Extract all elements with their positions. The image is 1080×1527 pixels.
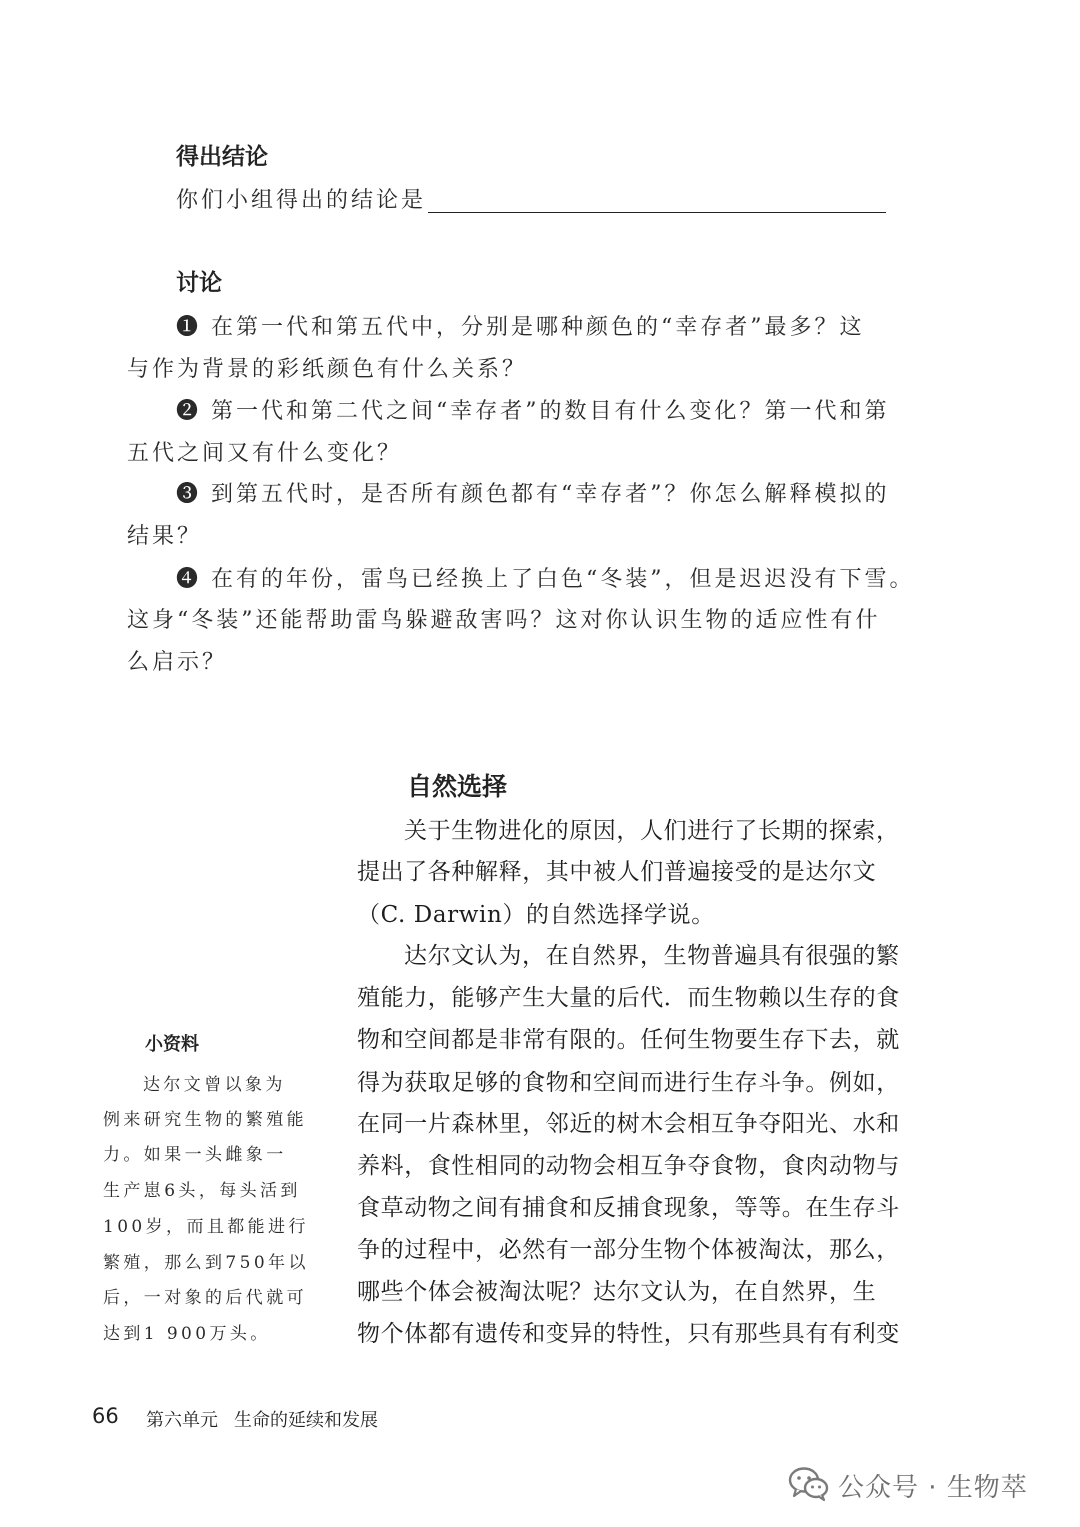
body-line: 哪些个体会被淘汰呢？达尔文认为，在自然界，生 xyxy=(357,1279,877,1305)
body-line: 食草动物之间有捕食和反捕食现象，等等。在生存斗 xyxy=(357,1195,900,1221)
sidebar-line: 达尔文曾以象为 xyxy=(143,1075,286,1095)
body-line: 养料，食性相同的动物会相互争夺食物，食肉动物与 xyxy=(357,1153,900,1179)
discussion-line: ❶ 在第一代和第五代中，分别是哪种颜色的“幸存者”最多？这 xyxy=(176,315,865,340)
discussion-line: ❹ 在有的年份，雷鸟已经换上了白色“冬装”，但是迟迟没有下雪。 xyxy=(176,567,915,592)
page-number: 66 xyxy=(92,1404,119,1428)
sidebar-line: 力。如果一头雌象一 xyxy=(103,1145,287,1165)
discussion-line: 与作为背景的彩纸颜色有什么关系？ xyxy=(127,357,528,382)
discussion-heading: 讨论 xyxy=(176,270,222,296)
discussion-line: ❷ 第一代和第二代之间“幸存者”的数目有什么变化？第一代和第 xyxy=(176,399,890,424)
watermark-text: 公众号 · 生物萃 xyxy=(838,1473,1028,1503)
body-line: 提出了各种解释，其中被人们普遍接受的是达尔文 xyxy=(357,859,877,885)
conclusion-prompt: 你们小组得出的结论是 xyxy=(176,188,427,213)
sidebar-line: 生产崽6头，每头活到 xyxy=(103,1181,301,1201)
unit-label: 第六单元 xyxy=(146,1410,218,1431)
sidebar-title: 小资料 xyxy=(145,1034,199,1055)
conclusion-heading: 得出结论 xyxy=(176,144,268,170)
sidebar-line: 后，一对象的后代就可 xyxy=(103,1288,307,1308)
body-line: 殖能力，能够产生大量的后代．而生物赖以生存的食 xyxy=(357,985,900,1011)
conclusion-prompt-line xyxy=(176,183,886,214)
sidebar-line: 100岁，而且都能进行 xyxy=(103,1217,309,1237)
body-line: 得为获取足够的食物和空间而进行生存斗争。例如， xyxy=(357,1070,900,1096)
body-line: 物和空间都是非常有限的。任何生物要生存下去，就 xyxy=(357,1027,900,1053)
discussion-line: ❸ 到第五代时，是否所有颜色都有“幸存者”？你怎么解释模拟的 xyxy=(176,482,890,507)
sidebar-line: 例来研究生物的繁殖能 xyxy=(103,1110,307,1130)
body-line: 关于生物进化的原因，人们进行了长期的探索， xyxy=(404,818,900,844)
sidebar-line: 繁殖，那么到750年以 xyxy=(103,1253,309,1273)
unit-title: 生命的延续和发展 xyxy=(234,1410,378,1431)
wechat-icon xyxy=(788,1466,830,1502)
discussion-line: 五代之间又有什么变化？ xyxy=(127,441,403,466)
discussion-line: 这身“冬装”还能帮助雷鸟躲避敌害吗？这对你认识生物的适应性有什 xyxy=(127,608,881,633)
discussion-line: 么启示？ xyxy=(127,650,228,675)
answer-blank xyxy=(428,211,886,213)
body-line: （C. Darwin）的自然选择学说。 xyxy=(357,902,715,928)
sidebar-line: 达到1 900万头。 xyxy=(103,1324,271,1344)
body-line: 争的过程中，必然有一部分生物个体被淘汰，那么， xyxy=(357,1237,900,1263)
natural-selection-heading: 自然选择 xyxy=(407,772,508,801)
body-line: 达尔文认为，在自然界，生物普遍具有很强的繁 xyxy=(404,943,900,969)
discussion-line: 结果？ xyxy=(127,524,203,549)
body-line: 物个体都有遗传和变异的特性，只有那些具有有利变 xyxy=(357,1321,900,1347)
body-line: 在同一片森林里，邻近的树木会相互争夺阳光、水和 xyxy=(357,1111,900,1137)
